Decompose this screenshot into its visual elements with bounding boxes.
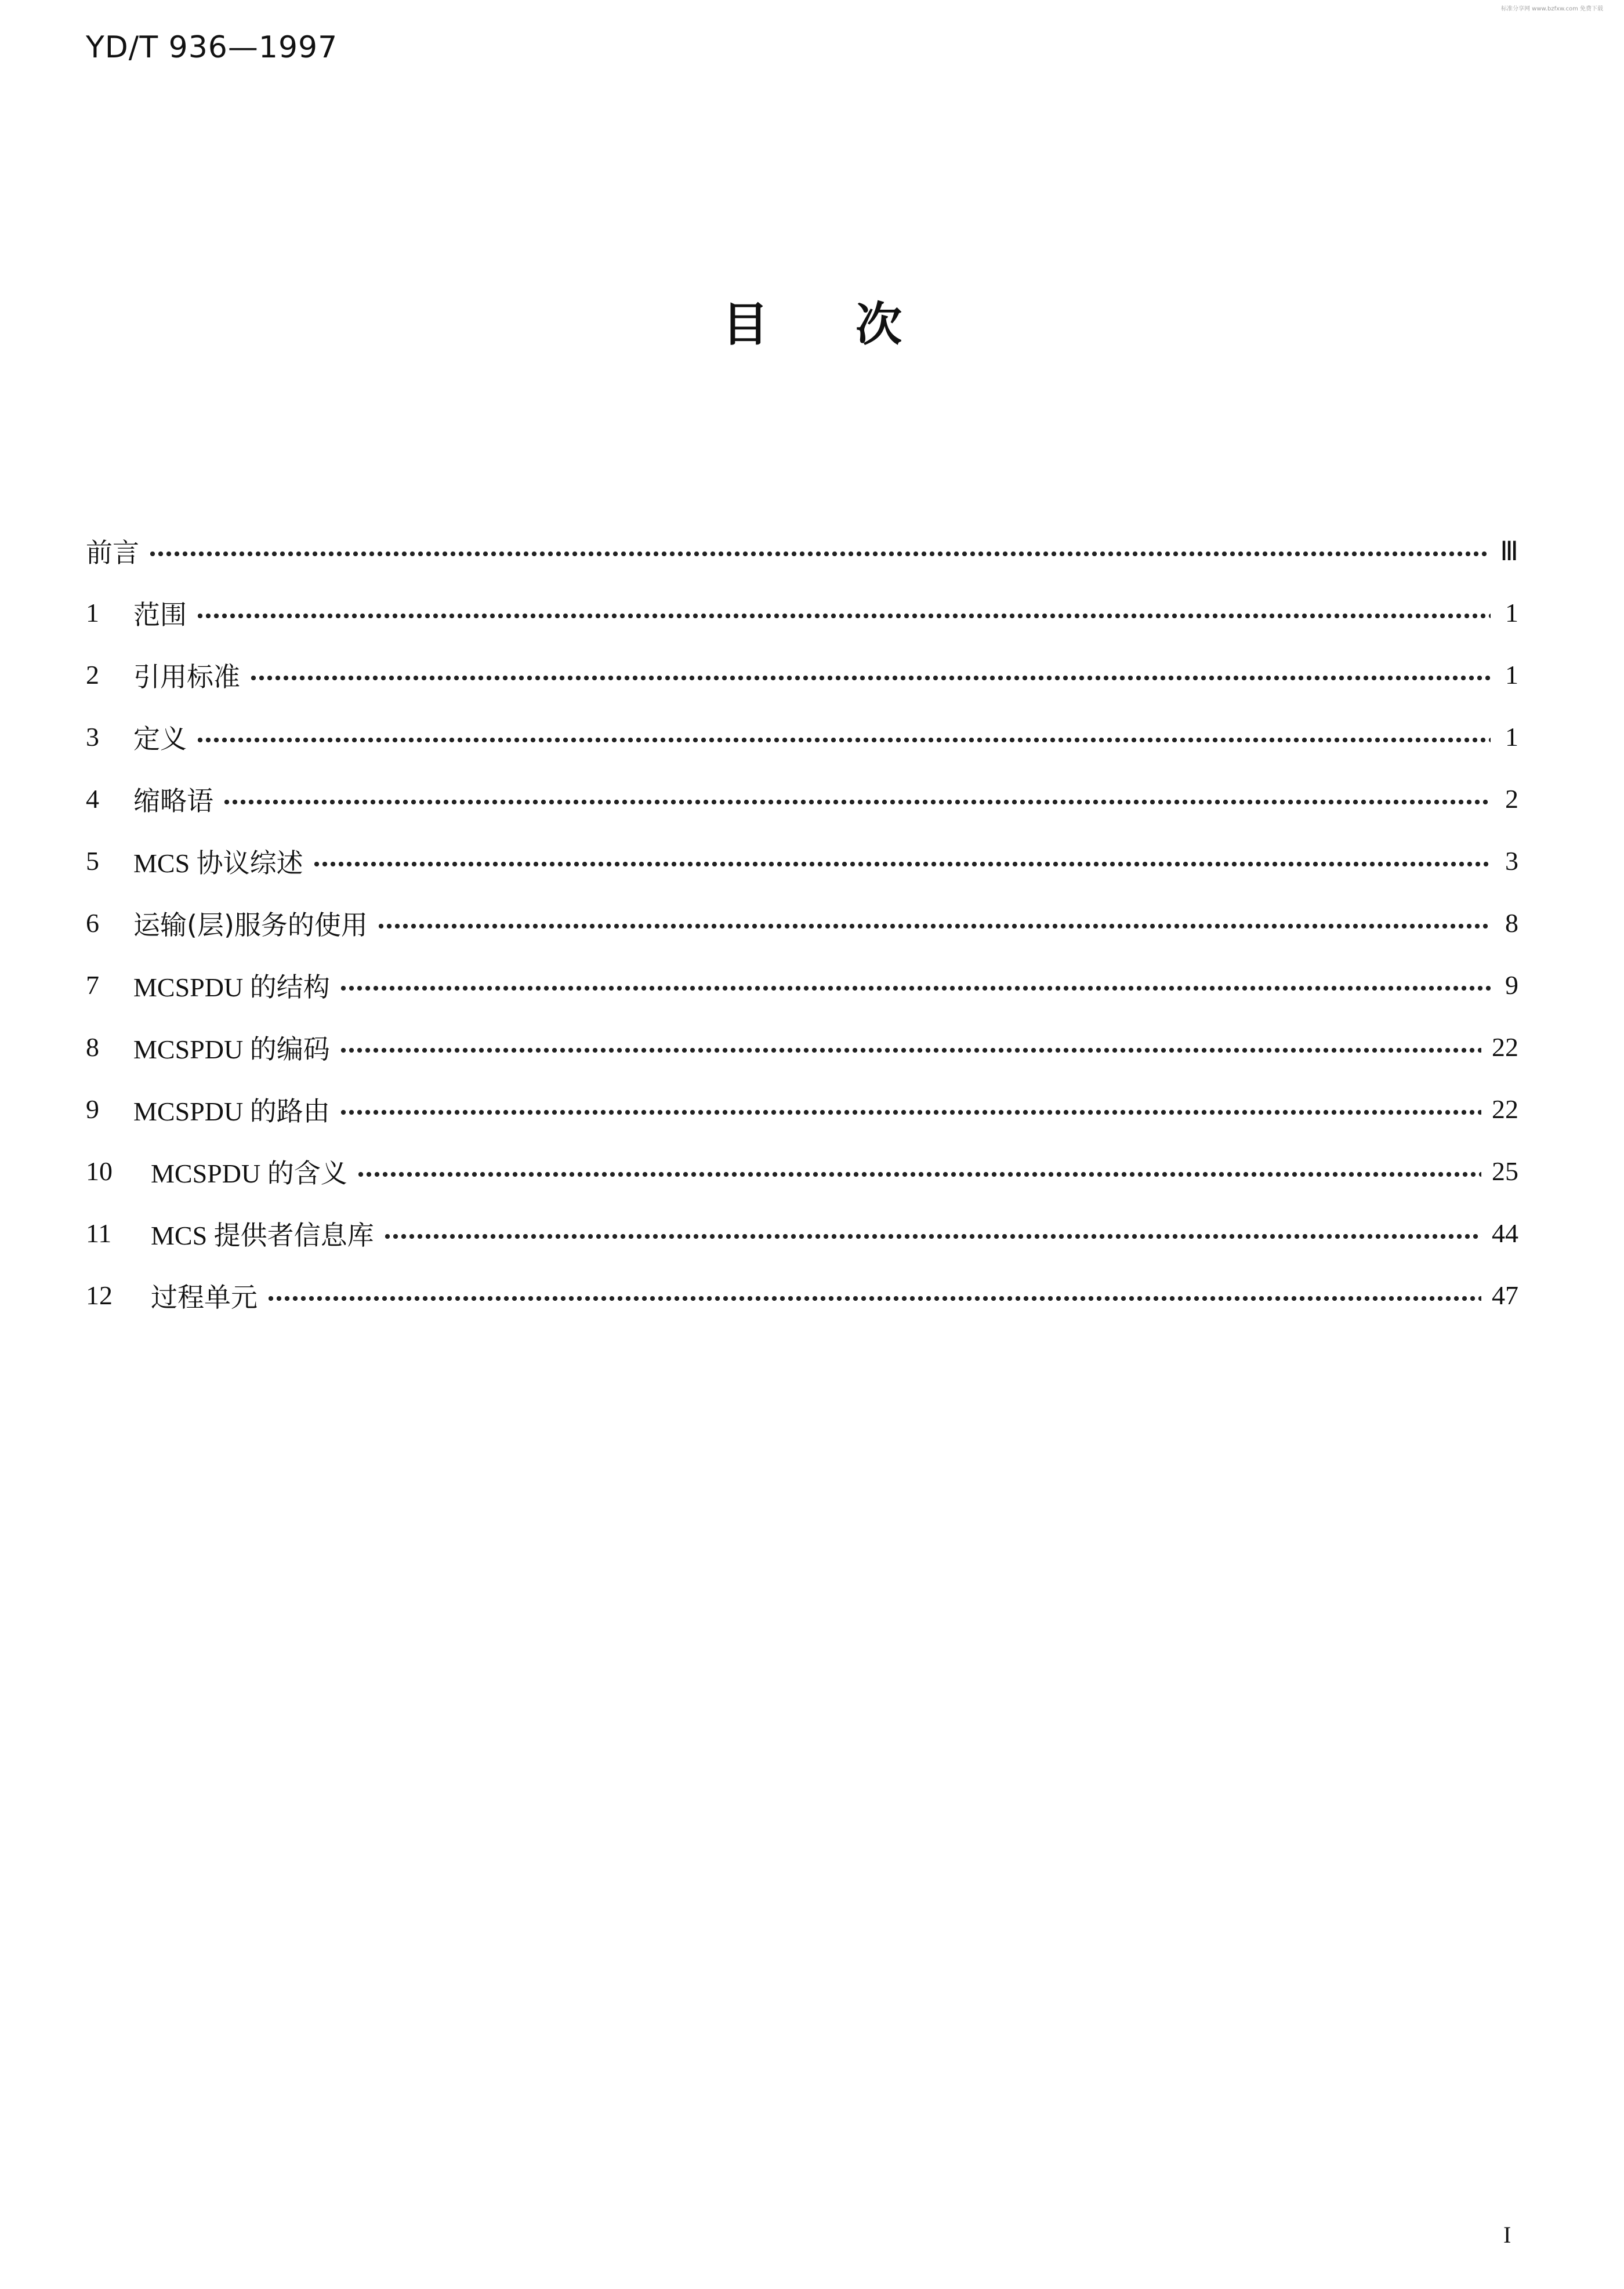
toc-entry-2[interactable] <box>86 644 1518 706</box>
toc-entry-page: 8 <box>1505 908 1518 938</box>
toc-entry-9[interactable] <box>86 1078 1518 1140</box>
toc-entry-title: 前言 <box>86 536 139 568</box>
toc-entry-page: 2 <box>1505 784 1518 814</box>
toc-entry-title: 运输(层)服务的使用 <box>133 909 368 941</box>
toc-entry-number: 9 <box>86 1094 99 1124</box>
toc-entry-title: MCS 协议综述 <box>133 848 303 878</box>
toc-entry-page: 22 <box>1492 1032 1518 1062</box>
toc-leader-dots <box>339 1047 1481 1053</box>
toc-entry-foreword[interactable] <box>86 520 1518 582</box>
toc-entry-10[interactable] <box>86 1140 1518 1202</box>
toc-entry-title: MCSPDU 的路由 <box>133 1096 330 1126</box>
toc-entry-title: 引用标准 <box>133 661 240 692</box>
toc-entry-number: 6 <box>86 908 99 938</box>
toc-entry-title: MCSPDU 的含义 <box>151 1158 347 1188</box>
toc-entry-page: 3 <box>1505 846 1518 876</box>
toc-entry-6[interactable] <box>86 892 1518 954</box>
toc-leader-dots <box>223 799 1491 805</box>
toc-entry-8[interactable] <box>86 1016 1518 1078</box>
table-of-contents <box>86 520 1518 1326</box>
toc-entry-number: 1 <box>86 598 99 627</box>
toc-entry-7[interactable] <box>86 954 1518 1016</box>
toc-entry-title: MCSPDU 的结构 <box>133 972 330 1002</box>
toc-entry-title: 范围 <box>133 598 187 630</box>
toc-entry-number: 8 <box>86 1032 99 1062</box>
toc-entry-title: 过程单元 <box>151 1281 258 1313</box>
toc-entry-page: 9 <box>1505 970 1518 1000</box>
toc-entry-title: MCSPDU 的编码 <box>133 1034 330 1064</box>
page-title: 目次 <box>722 298 989 351</box>
toc-leader-dots <box>357 1171 1481 1177</box>
toc-entry-page: 1 <box>1505 722 1518 752</box>
toc-entry-11[interactable] <box>86 1202 1518 1264</box>
toc-leader-dots <box>267 1296 1481 1301</box>
toc-entry-number: 11 <box>86 1218 112 1248</box>
toc-leader-dots <box>339 985 1491 991</box>
toc-leader-dots <box>196 613 1491 619</box>
toc-entry-title: MCS 提供者信息库 <box>151 1220 374 1250</box>
toc-entry-3[interactable] <box>86 706 1518 768</box>
toc-entry-number: 12 <box>86 1280 113 1310</box>
toc-leader-dots <box>249 675 1491 681</box>
toc-entry-12[interactable] <box>86 1264 1518 1326</box>
toc-entry-page: 44 <box>1492 1218 1518 1248</box>
toc-entry-page: 25 <box>1492 1156 1518 1186</box>
standard-code: YD/T 936—1997 <box>86 30 338 65</box>
toc-leader-dots <box>313 861 1491 867</box>
toc-entry-number: 4 <box>86 784 99 814</box>
toc-entry-number: 10 <box>86 1156 113 1186</box>
toc-leader-dots <box>148 551 1489 557</box>
toc-entry-page: 22 <box>1492 1094 1518 1124</box>
page-number: I <box>1503 2222 1511 2248</box>
toc-entry-number: 2 <box>86 660 99 690</box>
toc-entry-page: 47 <box>1492 1280 1518 1310</box>
toc-entry-number: 3 <box>86 722 99 752</box>
toc-leader-dots <box>196 737 1491 743</box>
toc-leader-dots <box>383 1234 1481 1239</box>
watermark-text: 标准分享网 www.bzfxw.com 免费下载 <box>1501 6 1603 12</box>
toc-entry-number: 5 <box>86 846 99 876</box>
toc-entry-page: Ⅲ <box>1500 536 1518 566</box>
toc-entry-number: 7 <box>86 970 99 1000</box>
toc-leader-dots <box>377 923 1491 929</box>
toc-entry-title: 缩略语 <box>133 785 213 817</box>
toc-entry-1[interactable] <box>86 582 1518 644</box>
toc-entry-5[interactable] <box>86 830 1518 892</box>
toc-entry-page: 1 <box>1505 660 1518 690</box>
toc-entry-title: 定义 <box>133 723 187 754</box>
toc-entry-4[interactable] <box>86 768 1518 830</box>
toc-leader-dots <box>339 1109 1481 1115</box>
toc-entry-page: 1 <box>1505 598 1518 627</box>
